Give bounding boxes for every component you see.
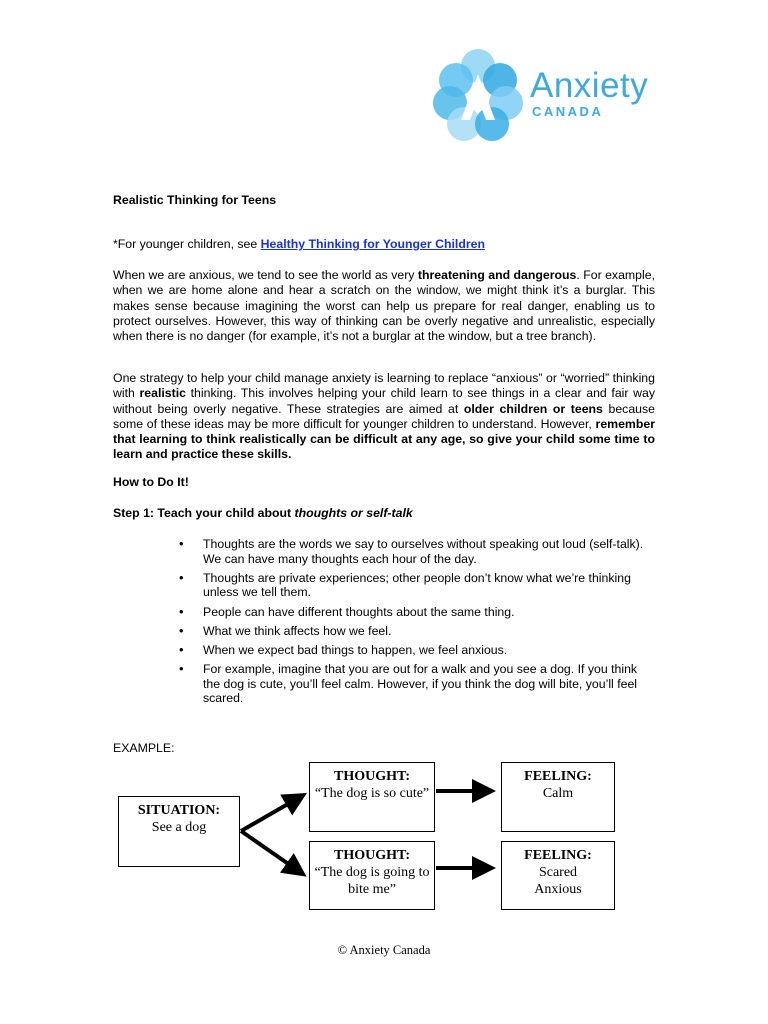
logo-wordmark: Anxiety [530, 66, 649, 105]
para2-emphasis-older: older children or teens [463, 401, 603, 416]
thought1-text: “The dog is so cute” [314, 786, 430, 801]
thoughts-bullet-list [175, 537, 657, 711]
situation-text: See a dog [151, 820, 207, 835]
feeling1-box [501, 762, 615, 832]
younger-children-link[interactable]: Healthy Thinking for Younger Children [260, 237, 485, 251]
page-title: Realistic Thinking for Teens [113, 193, 277, 207]
thought1-box [309, 762, 435, 832]
situation-box [118, 796, 240, 867]
feeling2-heading: FEELING: [524, 848, 592, 863]
step1-italic: thoughts or self-talk [294, 506, 413, 520]
anxiety-canada-logo-icon [428, 48, 528, 143]
feeling2-box [501, 841, 615, 910]
list-item: • Thoughts are private experiences; other people don’t know what we’re thinking unless we tell them. [175, 571, 657, 600]
how-to-heading: How to Do It! [113, 475, 189, 489]
list-item: • What we think affects how we feel. [175, 624, 657, 639]
note-prefix: *For younger children, see [113, 237, 261, 251]
intro-paragraph [113, 268, 655, 344]
para1-text-a: When we are anxious, we tend to see the world as very [113, 268, 418, 282]
list-item: • Thoughts are the words we say to ourselves without speaking out loud (self-talk). We can have many thoughts each hour of the day. [175, 537, 657, 566]
example-label: EXAMPLE: [113, 741, 175, 755]
arrow-situation-to-thought2 [241, 831, 300, 872]
para2-text-a: One strategy to help your child manage anxiety is learning to replace “anxious” or “worried” thinking with [113, 371, 655, 401]
feeling2-text-1: Scared [538, 865, 578, 880]
thought1-heading: THOUGHT: [334, 769, 410, 784]
logo-subtitle: CANADA [532, 104, 604, 119]
younger-children-note [113, 237, 655, 252]
feeling1-heading: FEELING: [524, 769, 592, 784]
para2-emphasis-remember: remember that learning to think realistically can be difficult at any age, so give your child some time to learn and practice these skills. [113, 416, 655, 462]
arrow-situation-to-thought1 [241, 797, 300, 831]
para1-text-c: . For example, when we are home alone and hear a scratch on the window, we might think it’s a burglar. This makes sense because imagining the worst can help us prepare for real danger, enabling us to protect ourselves. However, this way of thinking can be overly negative and unrealistic, especially when there is no danger (for example, it’s not a burglar at the window, but a tree branch). [113, 268, 655, 344]
feeling1-text: Calm [542, 786, 574, 801]
strategy-paragraph [113, 371, 655, 463]
list-item: • For example, imagine that you are out for a walk and you see a dog. If you think the dog is cute, you’ll feel calm. However, if you think the dog will bite, you’ll feel scared. [175, 662, 657, 706]
anxiety-canada-logo [428, 48, 668, 143]
thought2-box [309, 841, 435, 910]
para1-emphasis: threatening and dangerous [417, 268, 577, 282]
para2-emphasis-realistic: realistic [139, 386, 186, 401]
para2-text-c: thinking. This involves helping your child learn to see things in a clear and fair way without being overly negative. These strategies are aimed at [113, 386, 655, 416]
step1-heading [113, 506, 655, 521]
step1-prefix: Step 1: Teach your child about [113, 506, 295, 520]
thought2-text: “The dog is going to bite me” [314, 865, 430, 897]
situation-heading: SITUATION: [137, 803, 221, 818]
feeling2-text-2: Anxious [534, 882, 582, 897]
para2-text-e: because some of these ideas may be more difficult for younger children to understand. However, [113, 401, 655, 431]
thought2-heading: THOUGHT: [334, 848, 410, 863]
list-item: • When we expect bad things to happen, we feel anxious. [175, 643, 657, 658]
copyright-footer: © Anxiety Canada [337, 943, 431, 957]
list-item: • People can have different thoughts about the same thing. [175, 605, 657, 620]
